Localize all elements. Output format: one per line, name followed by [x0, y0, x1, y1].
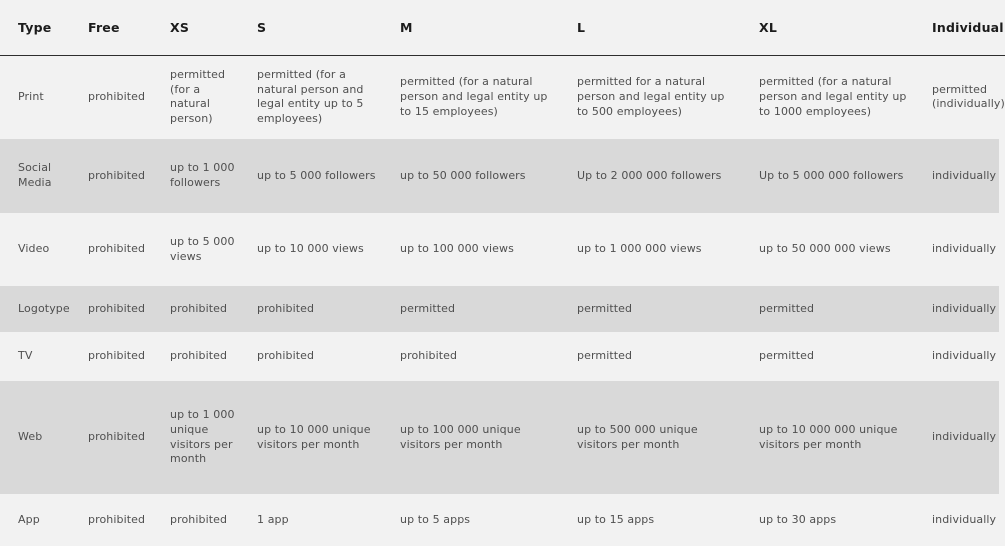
table-cell: prohibited: [88, 512, 146, 526]
table-cell: permitted: [577, 301, 633, 315]
table-cell: up to 5 000 followers: [257, 168, 376, 182]
table-cell: individually: [932, 381, 1005, 494]
table-cell: Up to 2 000 000 followers: [577, 168, 722, 182]
table-cell: up to 10 000 unique visitors per month: [257, 422, 371, 451]
column-header-individual: Individual: [932, 0, 1005, 55]
table-cell: permitted (for a natural person): [170, 68, 226, 125]
table-cell: prohibited: [88, 89, 146, 103]
table-cell: Up to 5 000 000 followers: [759, 168, 904, 182]
table-cell: prohibited: [88, 349, 146, 363]
table-header: [0, 0, 1005, 55]
table-cell: permitted: [577, 349, 633, 363]
row-label: App: [18, 512, 40, 526]
table-cell: up to 1 000 followers: [170, 161, 235, 189]
table-cell: permitted: [759, 301, 815, 315]
table-row: [0, 381, 1005, 494]
table-cell: prohibited: [170, 349, 228, 363]
table-cell: permitted: [759, 349, 815, 363]
row-label: Video: [18, 242, 50, 256]
table-cell: up to 15 apps: [577, 512, 655, 526]
table-cell: 1 app: [257, 512, 289, 526]
table-cell: up to 10 000 000 unique visitors per month: [759, 422, 898, 451]
table-cell: permitted for a natural person and legal entity up to 500 employees): [577, 75, 725, 118]
table-cell: up to 100 000 unique visitors per month: [400, 422, 521, 451]
table-cell: up to 1 000 unique visitors per month: [170, 408, 235, 466]
column-header-type: Type: [0, 0, 88, 55]
table-cell: up to 50 000 000 views: [759, 242, 891, 256]
table-cell: prohibited: [88, 301, 146, 315]
row-label: Print: [18, 89, 44, 103]
table-cell: up to 500 000 unique visitors per month: [577, 422, 698, 451]
table-body: [0, 55, 1005, 546]
row-label: Social Media: [18, 161, 52, 189]
table-cell: permitted (for a natural person and legal entity up to 15 employees): [400, 75, 548, 118]
table-cell: individually: [932, 286, 1005, 332]
header-row: [0, 0, 1005, 55]
table-cell: prohibited: [88, 430, 146, 444]
table-cell: individually: [932, 349, 997, 363]
table-cell: prohibited: [88, 242, 146, 256]
row-label: Web: [18, 430, 43, 444]
table-cell: up to 5 000 views: [170, 234, 235, 263]
table-cell: up to 50 000 followers: [400, 168, 526, 182]
table-cell: permitted: [400, 301, 456, 315]
table-cell: permitted (for a natural person and legal entity up to 1000 employees): [759, 75, 907, 118]
table-row: [0, 286, 1005, 332]
table-cell: permitted (for a natural person and legal entity up to 5 employees): [257, 68, 364, 125]
column-header-m: M: [400, 0, 577, 55]
table-cell: prohibited: [170, 512, 228, 526]
table-row: [0, 332, 1005, 381]
table-cell: prohibited: [170, 301, 228, 315]
table-row: [0, 494, 1005, 546]
table-cell: up to 5 apps: [400, 512, 471, 526]
column-header-l: L: [577, 0, 759, 55]
row-label: TV: [18, 349, 33, 363]
column-header-xl: XL: [759, 0, 932, 55]
table-row: [0, 213, 1005, 286]
column-header-free: Free: [88, 0, 170, 55]
table-cell: up to 10 000 views: [257, 242, 364, 256]
table-row: [0, 55, 1005, 139]
table-cell: individually: [932, 139, 1005, 213]
column-header-s: S: [257, 0, 400, 55]
table-cell: up to 30 apps: [759, 512, 837, 526]
table-cell: prohibited: [257, 349, 315, 363]
table-row: [0, 139, 1005, 213]
table-cell: permitted (individually): [932, 82, 1005, 111]
table-cell: prohibited: [257, 301, 315, 315]
table-cell: prohibited: [88, 168, 146, 182]
table-cell: individually: [932, 512, 997, 526]
table-cell: up to 100 000 views: [400, 242, 514, 256]
column-header-xs: XS: [170, 0, 257, 55]
table-cell: individually: [932, 242, 997, 256]
row-label: Logotype: [18, 301, 70, 315]
table-cell: up to 1 000 000 views: [577, 242, 702, 256]
table-cell: prohibited: [400, 349, 458, 363]
